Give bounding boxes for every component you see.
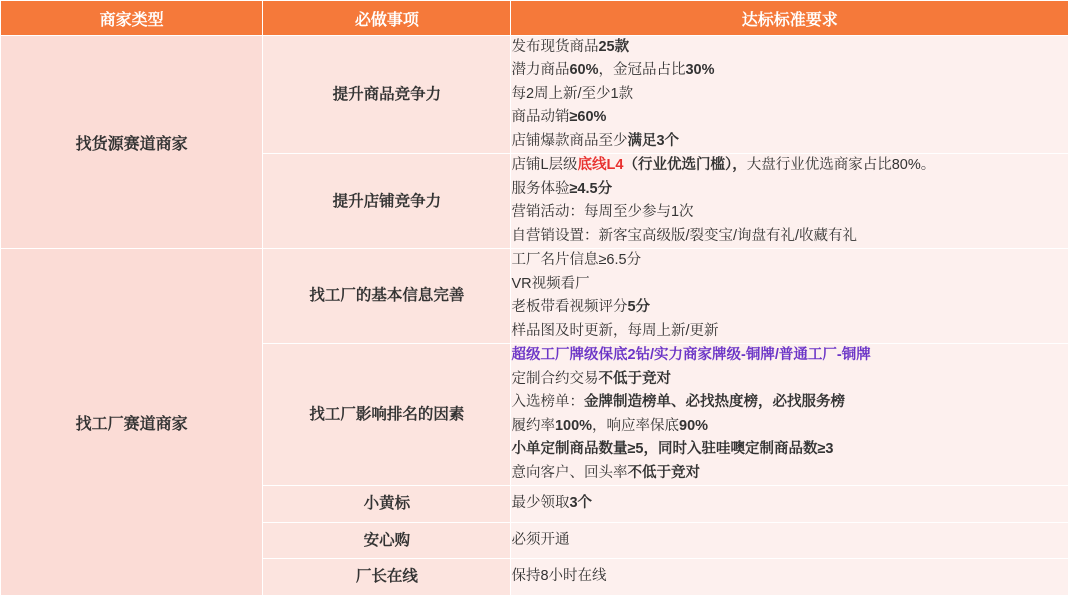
standard-requirement-cell <box>511 522 1069 558</box>
requirement-text: 不低于竞对 <box>627 464 700 481</box>
requirement-text: 潜力商品 <box>511 62 570 79</box>
requirement-line <box>511 415 1068 438</box>
requirement-line <box>511 462 1068 485</box>
requirement-text: 意向客户、回头率 <box>511 464 628 481</box>
requirement-line <box>511 344 1068 367</box>
requirement-text: 60% <box>569 62 599 79</box>
requirement-text: 90% <box>679 417 709 434</box>
required-task-cell: 小黄标 <box>263 486 511 522</box>
requirement-text: 样品图及时更新，每周上新/更新 <box>511 322 719 339</box>
requirement-text: 底线L4 <box>577 157 624 174</box>
merchant-type-cell: 找工厂赛道商家 <box>1 249 263 595</box>
requirement-line <box>511 36 1068 59</box>
requirement-text: 5分 <box>627 299 651 316</box>
requirement-text: 25款 <box>598 39 630 55</box>
requirement-text: 入选榜单： <box>511 394 584 411</box>
requirement-text: VR视频看厂 <box>511 275 590 292</box>
requirement-line <box>511 320 1068 343</box>
standard-requirement-cell <box>511 486 1069 522</box>
requirement-line <box>511 492 1068 515</box>
requirement-text: 商品动销 <box>511 109 570 126</box>
standard-requirement-cell <box>511 249 1069 344</box>
requirement-text: 老板带看视频评分 <box>511 299 628 316</box>
requirement-text: 金牌制造榜单、必找热度榜，必找服务榜 <box>583 394 845 411</box>
requirement-text: 不低于竞对 <box>598 370 671 387</box>
requirement-line <box>511 249 1068 272</box>
requirement-text: 营销活动：每周至少参与1次 <box>511 204 694 221</box>
required-task-cell: 找工厂影响排名的因素 <box>263 344 511 486</box>
requirement-text: 服务体验 <box>511 180 570 197</box>
table-body <box>1 36 1069 596</box>
requirement-line <box>511 106 1068 129</box>
requirement-text: ≥60% <box>569 109 607 126</box>
requirement-line <box>511 130 1068 153</box>
requirement-text: 必须开通 <box>511 531 570 548</box>
table-header <box>1 1 1069 36</box>
requirement-line <box>511 154 1068 177</box>
requirement-text: 满足3个 <box>627 132 680 149</box>
requirement-text: ≥4.5分 <box>569 180 613 197</box>
requirement-line <box>511 59 1068 82</box>
required-task-cell: 找工厂的基本信息完善 <box>263 249 511 344</box>
requirement-line <box>511 391 1068 414</box>
requirement-text: 大盘行业优选商家占比80%。 <box>746 157 936 174</box>
requirement-text: （行业优选门槛）， <box>623 157 747 174</box>
requirement-line <box>511 565 1068 588</box>
requirement-line <box>511 178 1068 201</box>
requirement-text: 店铺爆款商品至少 <box>511 132 628 149</box>
requirement-text: ，响应率保底 <box>592 417 680 434</box>
requirement-text: 履约率 <box>511 417 555 434</box>
header-required-task: 必做事项 <box>263 1 511 36</box>
requirement-line <box>511 438 1068 461</box>
required-task-cell: 安心购 <box>263 522 511 558</box>
header-row <box>1 1 1069 36</box>
requirement-line <box>511 273 1068 296</box>
requirement-text: 小单定制商品数量≥5，同时入驻哇噢定制商品数≥3 <box>511 441 834 458</box>
requirement-text: 保持8小时在线 <box>511 568 607 585</box>
table-row <box>1 36 1069 154</box>
requirement-text: 每2周上新/至少1款 <box>511 85 634 102</box>
table-row <box>1 249 1069 344</box>
requirement-line <box>511 83 1068 106</box>
standard-requirement-cell <box>511 36 1069 154</box>
requirement-text: ，金冠品占比 <box>598 62 686 79</box>
requirement-text: 30% <box>685 62 715 79</box>
requirement-text: 自营销设置：新客宝高级版/裂变宝/询盘有礼/收藏有礼 <box>511 227 858 244</box>
required-task-cell: 提升店铺竞争力 <box>263 154 511 249</box>
header-merchant-type: 商家类型 <box>1 1 263 36</box>
header-standard: 达标标准要求 <box>511 1 1069 36</box>
requirement-line <box>511 529 1068 552</box>
standard-requirement-cell <box>511 559 1069 595</box>
requirement-text: 工厂名片信息≥6.5分 <box>511 252 642 269</box>
requirement-text: 店铺L层级 <box>511 157 578 174</box>
merchant-type-cell: 找货源赛道商家 <box>1 36 263 249</box>
requirement-line <box>511 296 1068 319</box>
standard-requirement-cell <box>511 154 1069 249</box>
requirement-text: 最少领取 <box>511 495 570 512</box>
required-task-cell: 厂长在线 <box>263 559 511 595</box>
standard-requirement-cell <box>511 344 1069 486</box>
requirement-text: 3个 <box>569 495 593 512</box>
requirement-text: 定制合约交易 <box>511 370 599 387</box>
requirement-text: 发布现货商品 <box>511 39 599 55</box>
requirement-line <box>511 368 1068 391</box>
required-task-cell: 提升商品竞争力 <box>263 36 511 154</box>
requirement-text: 100% <box>554 417 593 434</box>
requirement-line <box>511 201 1068 224</box>
requirement-text: 超级工厂牌级保底2钻/实力商家牌级-铜牌/普通工厂-铜牌 <box>511 347 871 364</box>
requirement-line <box>511 225 1068 248</box>
